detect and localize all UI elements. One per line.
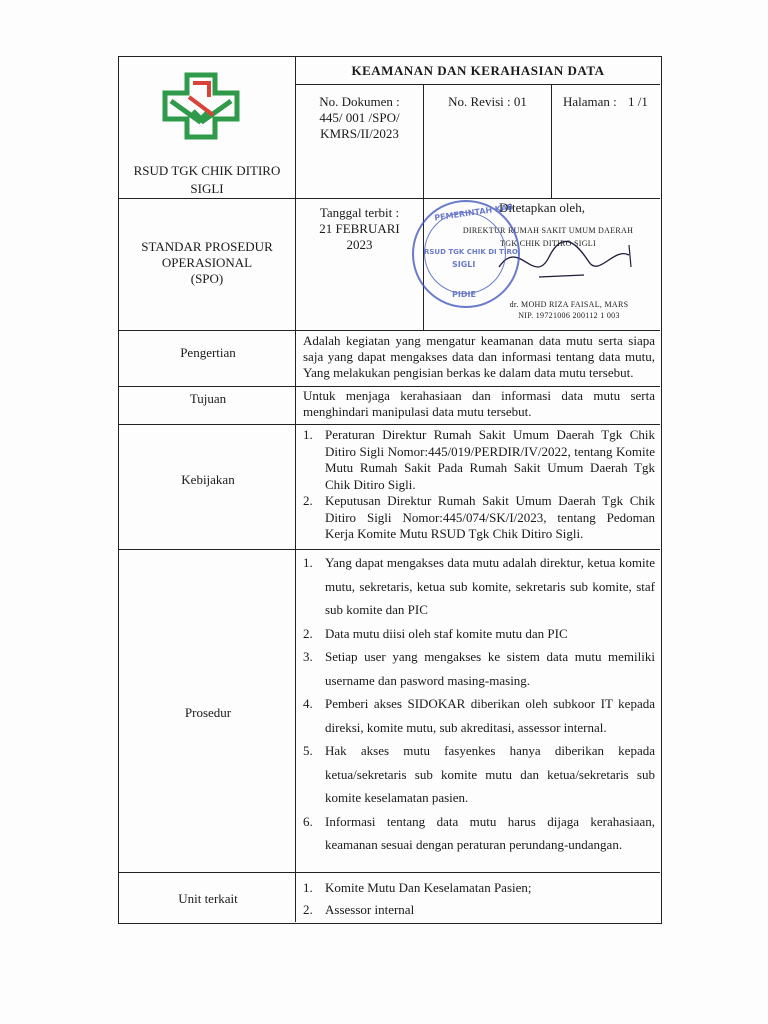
spo-label-line1: STANDAR PROSEDUR (141, 239, 273, 254)
row-line-pengertian (119, 330, 660, 331)
org-name (119, 163, 295, 197)
prosedur-item-text: Yang dapat mengakses data mutu adalah direktur, ketua komite mutu, sekretaris, ketua sub komite, sekretaris sub komite, staf sub komite dan PIC (325, 555, 655, 617)
list-item: 4. Pemberi akses SIDOKAR diberikan oleh subkoor IT kepada direksi, komite mutu, sub akreditasi, assessor internal. (303, 696, 655, 735)
header-bottom-line (119, 198, 660, 199)
meta-divider-2 (551, 84, 552, 198)
issue-date (296, 205, 423, 253)
signer-name: dr. MOHD RIZA FAISAL, MARS (509, 300, 629, 309)
list-item: 6. Informasi tentang data mutu harus dijaga kerahasiaan, keamanan sesuai dengan peraturan perundang-undangan. (303, 813, 655, 852)
director-title-line2: TGK CHIK DITIRO SIGLI (500, 239, 596, 248)
row-line-kebijakan (119, 424, 660, 425)
org-name-line2: SIGLI (190, 181, 224, 196)
doc-number-label: No. Dokumen : (319, 94, 400, 109)
page-info (563, 94, 659, 110)
prosedur-item-text: Informasi tentang data mutu harus dijaga kerahasiaan, keamanan sesuai dengan peraturan perundang-undangan. (325, 813, 655, 852)
list-item: 2. Assessor internal (303, 902, 415, 917)
prosedur-item-text: Hak akses mutu fasyenkes hanya diberikan kepada ketua/sekretaris sub komite mutu dan ketua/sekretaris sub komite keselamatan pasien. (325, 743, 655, 805)
stamp-text-top: PEMERINTAH KAB (433, 202, 514, 223)
issue-date-label: Tanggal terbit : (319, 205, 400, 220)
unit-terkait-list (303, 877, 655, 921)
list-item: 2. Data mutu diisi oleh staf komite mutu dan PIC (303, 625, 568, 641)
document-title: KEAMANAN DAN KERAHASIAN DATA (351, 63, 605, 78)
hospital-logo (159, 71, 243, 141)
list-item: 1. Komite Mutu Dan Keselamatan Pasien; (303, 880, 532, 895)
doc-number-value-line2: KMRS/II/2023 (320, 126, 399, 141)
title-divider (295, 84, 660, 85)
signer-nip: NIP. 19721006 200112 1 003 (518, 311, 620, 320)
spo-label-line3: (SPO) (190, 271, 224, 286)
kebijakan-list (303, 427, 655, 543)
list-item: 5. Hak akses mutu fasyenkes hanya diberikan kepada ketua/sekretaris sub komite mutu dan ketua/sekretaris sub komite keselamatan pasien. (303, 743, 655, 805)
list-item: 2. Keputusan Direktur Rumah Sakit Umum Daerah Tgk Chik Ditiro Sigli Nomor:445/074/SK/I/2023, tentang Pedoman Kerja Komite Mutu RSUD Tgk Chik Ditiro Sigli. (303, 493, 655, 541)
revision: No. Revisi : 01 (448, 94, 527, 109)
list-item: 1. Yang dapat mengakses data mutu adalah direktur, ketua komite mutu, sekretaris, ketua sub komite, sekretaris sub komite, staf sub komite dan PIC (303, 555, 655, 617)
doc-number (296, 94, 423, 142)
tujuan-text: Untuk menjaga kerahasiaan dan informasi data mutu serta menghindari manipulasi data mutu tersebut. (303, 388, 655, 419)
official-stamp (412, 200, 520, 308)
unit-item-text: Komite Mutu Dan Keselamatan Pasien; (325, 880, 532, 895)
page-value: 1 /1 (628, 94, 648, 109)
spo-label (119, 239, 295, 287)
stamp-text-bottom: PIDIE (452, 290, 476, 299)
kebijakan-item-text: Keputusan Direktur Rumah Sakit Umum Daerah Tgk Chik Ditiro Sigli Nomor:445/074/SK/I/2023, tentang Pedoman Kerja Komite Mutu RSUD Tgk Chik Ditiro Sigli. (325, 493, 655, 541)
tujuan-label: Tujuan (189, 391, 227, 406)
issue-year-value: 2023 (346, 237, 373, 252)
stamp-text-city: SIGLI (452, 260, 476, 269)
row-line-tujuan (119, 386, 660, 387)
row-line-unit (119, 872, 660, 873)
director-title-line1: DIREKTUR RUMAH SAKIT UMUM DAERAH (462, 226, 634, 235)
approval-label: Ditetapkan oleh, (499, 200, 585, 215)
prosedur-item-text: Pemberi akses SIDOKAR diberikan oleh subkoor IT kepada direksi, komite mutu, sub akreditasi, assessor internal. (325, 696, 655, 735)
prosedur-list (303, 551, 655, 857)
spo-table (118, 56, 662, 924)
kebijakan-label: Kebijakan (181, 472, 235, 487)
column-divider (295, 57, 296, 922)
prosedur-item-text: Data mutu diisi oleh staf komite mutu dan PIC (325, 625, 568, 641)
pengertian-text: Adalah kegiatan yang mengatur keamanan data mutu serta siapa saja yang dapat mengakses data dan informasi tentang data mutu, Yang melakukan pengisian berkas ke dalam data mutu tersebut. (303, 333, 655, 380)
spo-label-line2: OPERASIONAL (161, 255, 253, 270)
unit-item-text: Assessor internal (325, 902, 415, 917)
list-item: 1. Peraturan Direktur Rumah Sakit Umum Daerah Tgk Chik Ditiro Sigli Nomor:445/019/PERDIR/IV/2022, tentang Komite Mutu Rumah Sakit Pada Rumah Sakit Umum Daerah Tgk Chik Ditiro Sigli. (303, 427, 655, 492)
pengertian-label: Pengertian (180, 345, 236, 360)
unit-terkait-label: Unit terkait (178, 891, 238, 906)
row-line-prosedur (119, 549, 660, 550)
list-item: 3. Setiap user yang mengakses ke sistem data mutu memiliki username dan pasword masing-masing. (303, 649, 655, 688)
kebijakan-item-text: Peraturan Direktur Rumah Sakit Umum Daerah Tgk Chik Ditiro Sigli Nomor:445/019/PERDIR/IV/2022, tentang Komite Mutu Rumah Sakit Pada Rumah Sakit Umum Daerah Tgk Chik Ditiro Sigli. (325, 427, 655, 492)
prosedur-label: Prosedur (184, 705, 232, 720)
page-label: Halaman : (563, 94, 617, 109)
issue-date-value: 21 FEBRUARI (319, 221, 400, 236)
org-name-line1: RSUD TGK CHIK DITIRO (133, 163, 281, 178)
stamp-text-middle: RSUD TGK CHIK DI TIRO (424, 248, 518, 256)
prosedur-item-text: Setiap user yang mengakses ke sistem data mutu memiliki username dan pasword masing-masing. (325, 649, 655, 688)
doc-number-value-line1: 445/ 001 /SPO/ (319, 110, 400, 125)
